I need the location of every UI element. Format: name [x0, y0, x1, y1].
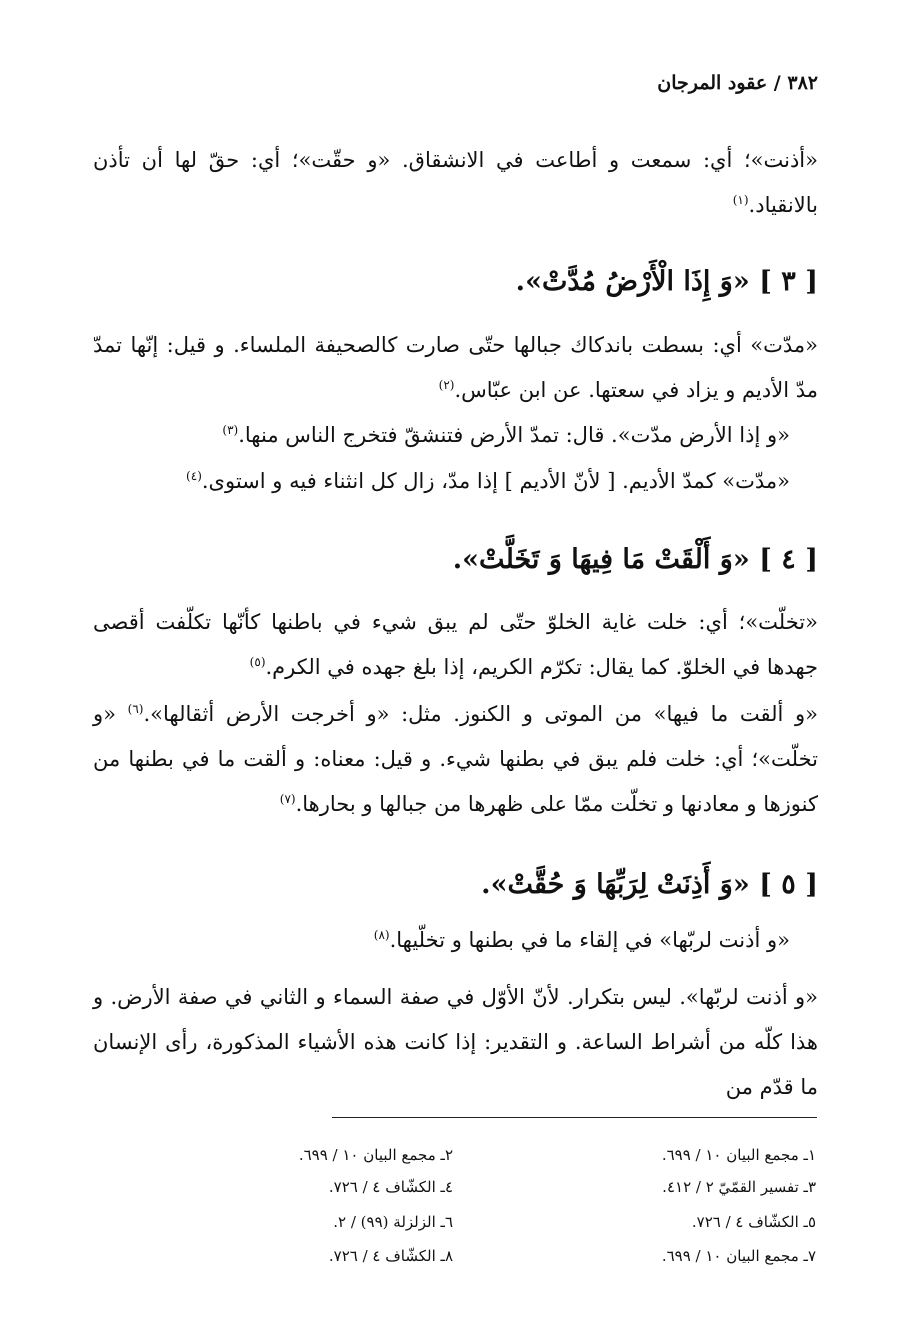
paragraph-2: «مدّت» أي: بسطت باندكاك جبالها حتّى صارت كالصحيفة الملساء. و قيل: إنّها تمدّ مدّ الأديم و يزاد في سعتها. عن ابن عبّاس.$^{(٢)}$ — [93, 333, 818, 402]
page-number: ٣٨٢ — [787, 72, 818, 94]
book-title: عقود المرجان — [657, 72, 768, 94]
footnote-2: ٢ـ مجمع البيان ١٠ / ٦٩٩. — [298, 1146, 453, 1164]
footnote-3: ٣ـ تفسير القمّيّ ٢ / ٤١٢. — [662, 1178, 816, 1196]
paragraph-8: «و أذنت لربّها». ليس بتكرار. لأنّ الأوّل في صفة السماء و الثاني في صفة الأرض. و هذا كلّه من أشراط الساعة. و التقدير: إذا كانت هذه الأشياء المذكورة، رأى الإنسان ما قدّم من — [93, 985, 818, 1099]
paragraph-3: «و إذا الأرض مدّت». قال: تمدّ الأرض فتنشقّ فتخرج الناس منها.$^{(٣)}$ — [222, 423, 790, 447]
footnote-ref-7: (٧) — [279, 792, 296, 806]
footnote-1: ١ـ مجمع البيان ١٠ / ٦٩٩. — [661, 1146, 816, 1164]
footnote-ref-5: (٥) — [249, 655, 266, 669]
verse-heading-5: [ ٥ ] «وَ أَذِنَتْ لِرَبِّهَا وَ حُقَّتْ». — [481, 869, 818, 900]
footnote-ref-8: (٨) — [373, 928, 390, 942]
page-header — [657, 72, 818, 94]
verse-heading-4: [ ٤ ] «وَ أَلْقَتْ مَا فِيهَا وَ تَخَلَّتْ». — [452, 544, 818, 575]
paragraph-6: «و ألقت ما فيها» من الموتى و الكنوز. مثل: «و أخرجت الأرض أثقالها».$^{(٦)}$ «و تخلّت»؛ أي: خلت فلم يبق في بطنها شيء. و قيل: معناه: و ألقت ما في بطنها من كنوزها و معادنها و تخلّت ممّا على ظهرها من جبالها و بحارها.$^{(٧)}$ — [93, 702, 818, 816]
footnote-ref-1: (١) — [732, 193, 749, 207]
footnote-divider — [332, 1117, 817, 1118]
footnote-5: ٥ـ الكشّاف ٤ / ٧٢٦. — [691, 1213, 816, 1231]
header-separator: / — [773, 72, 781, 94]
paragraph-5: «تخلّت»؛ أي: خلت غاية الخلوّ حتّى لم يبق شيء في باطنها كأنّها تكلّفت أقصى جهدها في الخلوّ. كما يقال: تكرّم الكريم، إذا بلغ جهده في الكرم.$^{(٥)}$ — [93, 610, 818, 679]
footnote-8: ٨ـ الكشّاف ٤ / ٧٢٦. — [328, 1247, 453, 1265]
verse-heading-3: [ ٣ ] «وَ إِذَا الْأَرْضُ مُدَّتْ». — [515, 266, 818, 297]
paragraph-4: «مدّت» كمدّ الأديم. [ لأنّ الأديم ] إذا مدّ، زال كل انثناء فيه و استوى.$^{(٤)}$ — [186, 469, 790, 493]
paragraph-1: «أذنت»؛ أي: سمعت و أطاعت في الانشقاق. «و حقّت»؛ أي: حقّ لها أن تأذن بالانقياد.$^{(١)}$ — [93, 148, 818, 217]
footnote-ref-4: (٤) — [186, 469, 202, 483]
footnote-ref-2: (٢) — [438, 378, 455, 392]
footnote-6: ٦ـ الزلزلة (٩٩) / ٢. — [333, 1213, 453, 1231]
footnote-4: ٤ـ الكشّاف ٤ / ٧٢٦. — [328, 1178, 453, 1196]
footnote-ref-6: (٦) — [127, 702, 144, 716]
paragraph-7: «و أذنت لربّها» في إلقاء ما في بطنها و تخلّيها.$^{(٨)}$ — [373, 928, 790, 952]
footnote-7: ٧ـ مجمع البيان ١٠ / ٦٩٩. — [661, 1247, 816, 1265]
footnote-ref-3: (٣) — [222, 423, 239, 437]
